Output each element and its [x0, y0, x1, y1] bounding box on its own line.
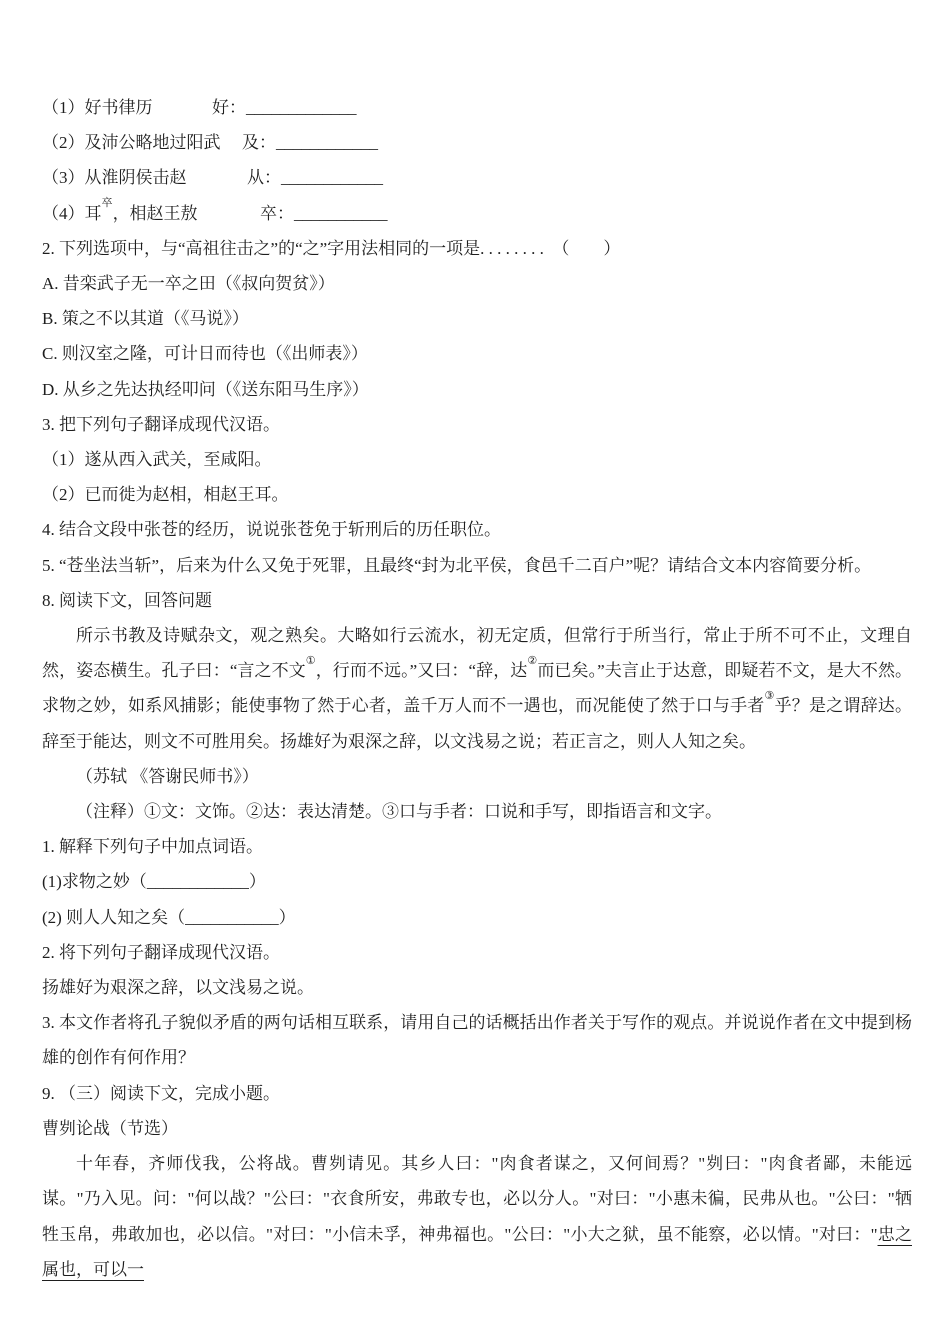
sub-question-1-item-1: (1)求物之妙（____________）: [42, 872, 266, 892]
passage-notes: （注释）①文：文饰。②达：表达清楚。③口与手者：口说和手写，即指语言和文字。: [76, 802, 722, 822]
sub-question-2-sentence: 扬雄好为艰深之辞，以文浅易之说。: [42, 978, 314, 998]
question-2-option-d: D. 从乡之先达执经叩问（《送东阳马生序》）: [42, 379, 369, 399]
fill-blank-answer: 好：_____________: [212, 98, 357, 117]
question-3-sub-2: （2）已而徙为赵相，相赵王耳。: [42, 485, 289, 505]
fill-blank-clause: （2）及沛公略地过阳武: [42, 133, 221, 153]
question-2-option-b: B. 策之不以其道（《马说》）: [42, 309, 249, 329]
sub-question-1-item-2: (2) 则人人知之矣（___________）: [42, 907, 296, 927]
question-5: 5. “苍坐法当斩”，后来为什么又免于死罪，且最终“封为北平侯，食邑千二百户”呢？请结合文本内容简要分析。: [42, 555, 872, 575]
fill-blank-answer: 及：____________: [242, 133, 378, 153]
passage-attribution: （苏轼 《答谢民师书》）: [76, 766, 259, 786]
fill-blank-item-1: [42, 90, 912, 125]
cao-gui-passage: 十年春，齐师伐我，公将战。曹刿请见。其乡人曰："肉食者谋之，又何间焉？"刿曰："肉食者鄙，未能远谋。"乃入见。问："何以战？"公曰："衣食所安，弗敢专也，必以分人。"对曰："小惠未徧，民弗从也。"公曰："牺牲玉帛，弗敢加也，必以信。"对曰："小信未孚，神弗福也。"公曰："小大之狱，虽不能察，必以情。"对曰："忠之属也，可以一: [42, 1154, 912, 1279]
su-shi-passage: 所示书教及诗赋杂文，观之熟矣。大略如行云流水，初无定质，但常行于所当行，常止于所不可不止，文理自然，姿态横生。孔子曰：“言之不文①，行而不远。”又曰：“辞，达②而已矣。”夫言止于达意，即疑若不文，是大不然。求物之妙，如系风捕影；能使事物了然于心者，盖千万人而不一遇也，而况能使了然于口与手者③乎？是之谓辞达。辞至于能达，则文不可胜用矣。扬雄好为艰深之辞，以文浅易之说；若正言之，则人人知之矣。: [42, 626, 913, 751]
cao-gui-title: 曹刿论战（节选）: [42, 1118, 178, 1138]
fill-blank-item-2: [42, 125, 912, 160]
question-9-stem: 9. （三）阅读下文，完成小题。: [42, 1083, 280, 1103]
question-3-stem: 3. 把下列句子翻译成现代汉语。: [42, 414, 280, 434]
question-8-stem: 8. 阅读下文，回答问题: [42, 590, 212, 610]
fill-blank-clause: （3）从淮阴侯击赵: [42, 168, 187, 188]
sub-question-3: 3. 本文作者将孔子貌似矛盾的两句话相互联系，请用自己的话概括出作者关于写作的观点。并说说作者在文中提到杨雄的创作有何作用？: [42, 1013, 912, 1068]
question-3-sub-1: （1）遂从西入武关，至咸阳。: [42, 450, 272, 470]
question-2-option-c: C. 则汉室之隆，可计日而待也（《出师表》）: [42, 344, 368, 364]
question-2-stem: 2. 下列选项中，与“高祖往击之”的“之”字用法相同的一项是. . . . . . . . （ ）: [42, 238, 621, 258]
sub-question-2: 2. 将下列句子翻译成现代汉语。: [42, 942, 280, 962]
question-2-option-a: A. 昔栾武子无一卒之田（《叔向贺贫》）: [42, 274, 335, 294]
fill-blank-item-3: [42, 160, 912, 195]
question-4: 4. 结合文段中张苍的经历，说说张苍免于斩刑后的历任职位。: [42, 520, 501, 540]
fill-blank-answer: 从：____________: [247, 168, 383, 188]
fill-blank-clause: （4）耳$^卒$，相赵王敖: [42, 196, 198, 223]
fill-blank-clause: （1）好书律历: [42, 98, 153, 117]
sub-question-1: 1. 解释下列句子中加点词语。: [42, 837, 263, 857]
fill-blank-answer: 卒：___________: [260, 203, 388, 223]
fill-blank-item-4: [42, 196, 912, 231]
